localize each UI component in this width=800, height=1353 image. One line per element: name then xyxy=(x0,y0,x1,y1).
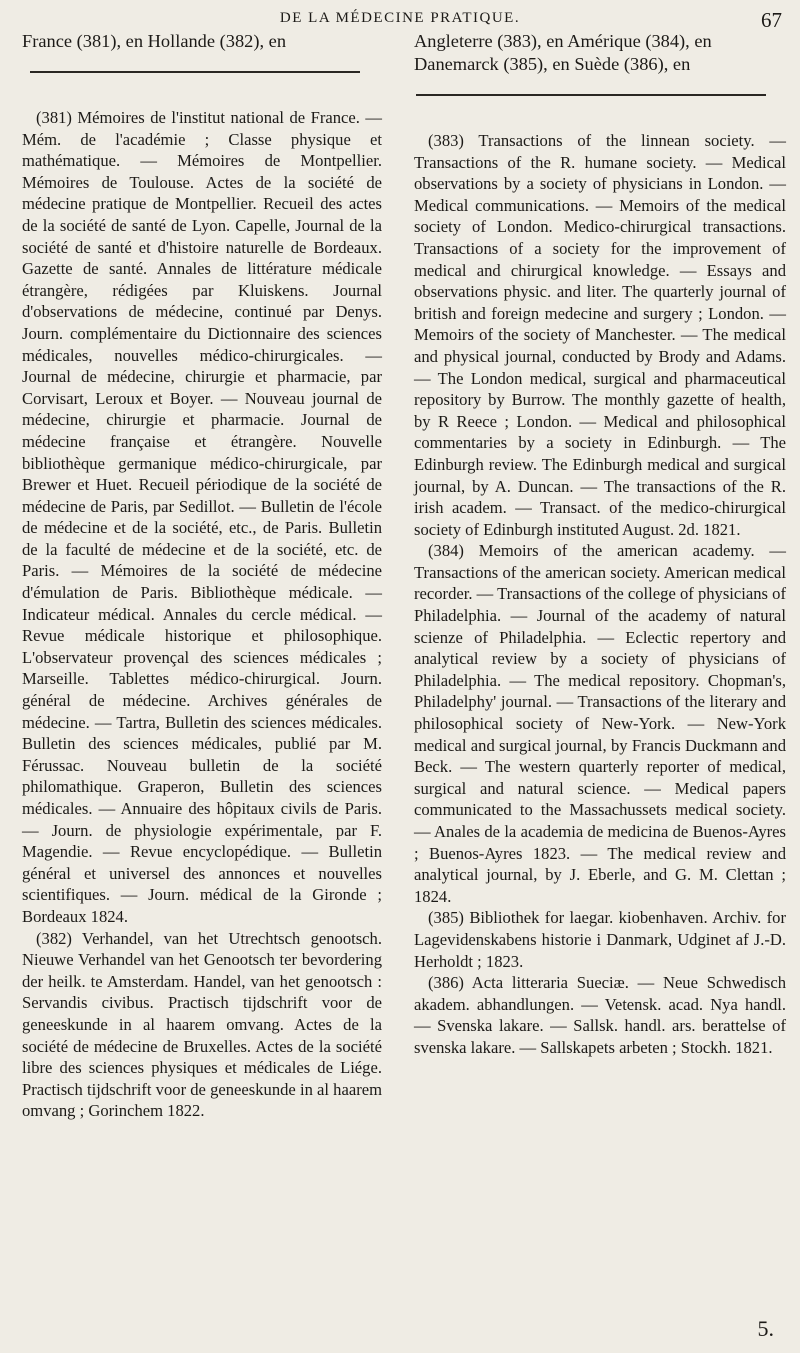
signature-mark: 5. xyxy=(757,1316,774,1341)
footnote-rule-right xyxy=(416,94,766,96)
right-lead-text: Angleterre (383), en Amérique (384), en Danemarck (385), en Suède (386), en xyxy=(414,31,712,74)
running-title: DE LA MÉDECINE PRATIQUE. xyxy=(279,10,521,26)
page-number: 67 xyxy=(761,8,782,32)
footnote-386: (386) Acta litteraria Sueciæ. — Neue Schwedisch akadem. abhandlungen. — Vetensk. acad. Nya handl. — Svenska lakare. — Sallsk. handl. ars. berattelse of svenska lakare. — Sallskapets arbeten ; Stockh. 1821. xyxy=(414,973,786,1057)
left-lead-text: France (381), en Hollande (382), en xyxy=(22,31,287,51)
footnote-384: (384) Memoirs of the american academy. — Transactions of the american society. American medical recorder. — Transactions of the college of physicians of Philadelphia. — Journal of the academy of natural scienze of Philadelphia. — Eclectic repertory and analytical review by a society of physicians of Philadelphia. — The medical repository. Chopman's, Philadelphy' journal. — Transactions of the literary and philosophical society of New-York. — New-York medical and surgical journal, by Francis Duckmann and Beck. — The western quarterly reporter of medical, surgical and natural science. — Medical papers communicated to the Massachussets medical society. — Anales de la academia de medicina de Buenos-Ayres ; Buenos-Ayres 1823. — The medical review and analytical journal, by J. Eberle, and G. M. Clettan ; 1824. xyxy=(414,541,786,906)
left-footnotes xyxy=(22,107,382,1122)
left-column xyxy=(22,30,382,1122)
right-column xyxy=(414,30,786,1059)
footnote-385: (385) Bibliothek for laegar. kiobenhaven. Archiv. for Lagevidenskabens historie i Danmark, Udginet af J.-D. Herholdt ; 1823. xyxy=(414,908,786,971)
footnote-383: (383) Transactions of the linnean society. — Transactions of the R. humane society. — Medical observations by a society of physicians in London. — Medical communications. — Memoirs of the medical society of London. Medico-chirurgical transactions. Transactions of a society for the improvement of medical and chirurgical knowledge. — Essays and observations physic. and liter. The quarterly journal of british and foreign medecine and surgery ; London. — Memoirs of the society of Manchester. — The medical and physical journal, conducted by Brody and Adams. — The London medical, surgical and pharmaceutical repository by Burrow. The monthly gazette of health, by R Reece ; London. — Medical and philosophical commentaries by a society in Edinburgh. — The Edinburgh review. The Edinburgh medical and surgical journal, by A. Duncan. — The transactions of the R. irish academ. — Transact. of the medico-chirurgical society of Edinburgh instituted August. 2d. 1821. xyxy=(414,131,786,539)
footnote-382: (382) Verhandel, van het Utrechtsch genootsch. Nieuwe Verhandel van het Genootsch ter bevordering der heilk. te Amsterdam. Handel, van het genootsch : Servandis civibus. Practisch tijdschrift voor de geneeskunde in al haarem omvang. Actes de la société de médecine de Bruxelles. Actes de la société libre des sciences physiques et médicales de Liége. Practisch tijdschrift voor de geneeskunde in al haarem omvang ; Gorinchem 1822. xyxy=(22,928,382,1121)
right-footnotes xyxy=(414,130,786,1059)
footnote-rule-left xyxy=(30,71,360,73)
footnote-381: (381) Mémoires de l'institut national de France. — Mém. de l'académie ; Classe physique et mathématique. — Mémoires de Montpellier. Mémoires de Toulouse. Actes de la société de médecine pratique de Montpellier. Recueil des actes de la société de santé de Lyon. Capelle, Journal de la société de santé et d'histoire naturelle de Bordeaux. Gazette de santé. Annales de littérature médicale étrangère, rédigées par Kluiskens. Journal d'observations de médecine, continué par Denys. Journ. complémentaire du Dictionnaire des sciences médicales, nouvelles médico-chirurgicales. — Journal de médecine, chirurgie et pharmacie, par Corvisart, Leroux et Boyer. — Nouveau journal de médecine, chirurgie et pharmacie. Journal de médecine française et étrangère. Nouvelle bibliothèque germanique médico-chirurgicale, par Brewer et Huet. Recueil périodique de la société de médecine de Paris, par Sedillot. — Bulletin de l'école de médecine et de la société, etc., de Paris. Bulletin de la faculté de médecine et de la société, etc. de Paris. — Mémoires de la société de médecine d'émulation de Paris. Bibliothèque médicale. — Indicateur médical. Annales du cercle médical. — Revue médicale historique et philosophique. L'observateur provençal des sciences médicales ; Marseille. Tablettes médico-chirurgical. Journ. général de médecine. Archives générales de médecine. — Tartra, Bulletin des sciences médicales. Bulletin des sciences médicales, publié par M. Férussac. Nouveau bulletin de la société philomathique. Graperon, Bulletin des sciences médicales. — Annuaire des hôpitaux civils de Paris. — Journ. de physiologie expérimentale, par F. Magendie. — Revue encyclopédique. — Bulletin général et universel des annonces et nouvelles scientifiques. — Journ. médical de la Gironde ; Bordeaux 1824. xyxy=(22,108,382,926)
